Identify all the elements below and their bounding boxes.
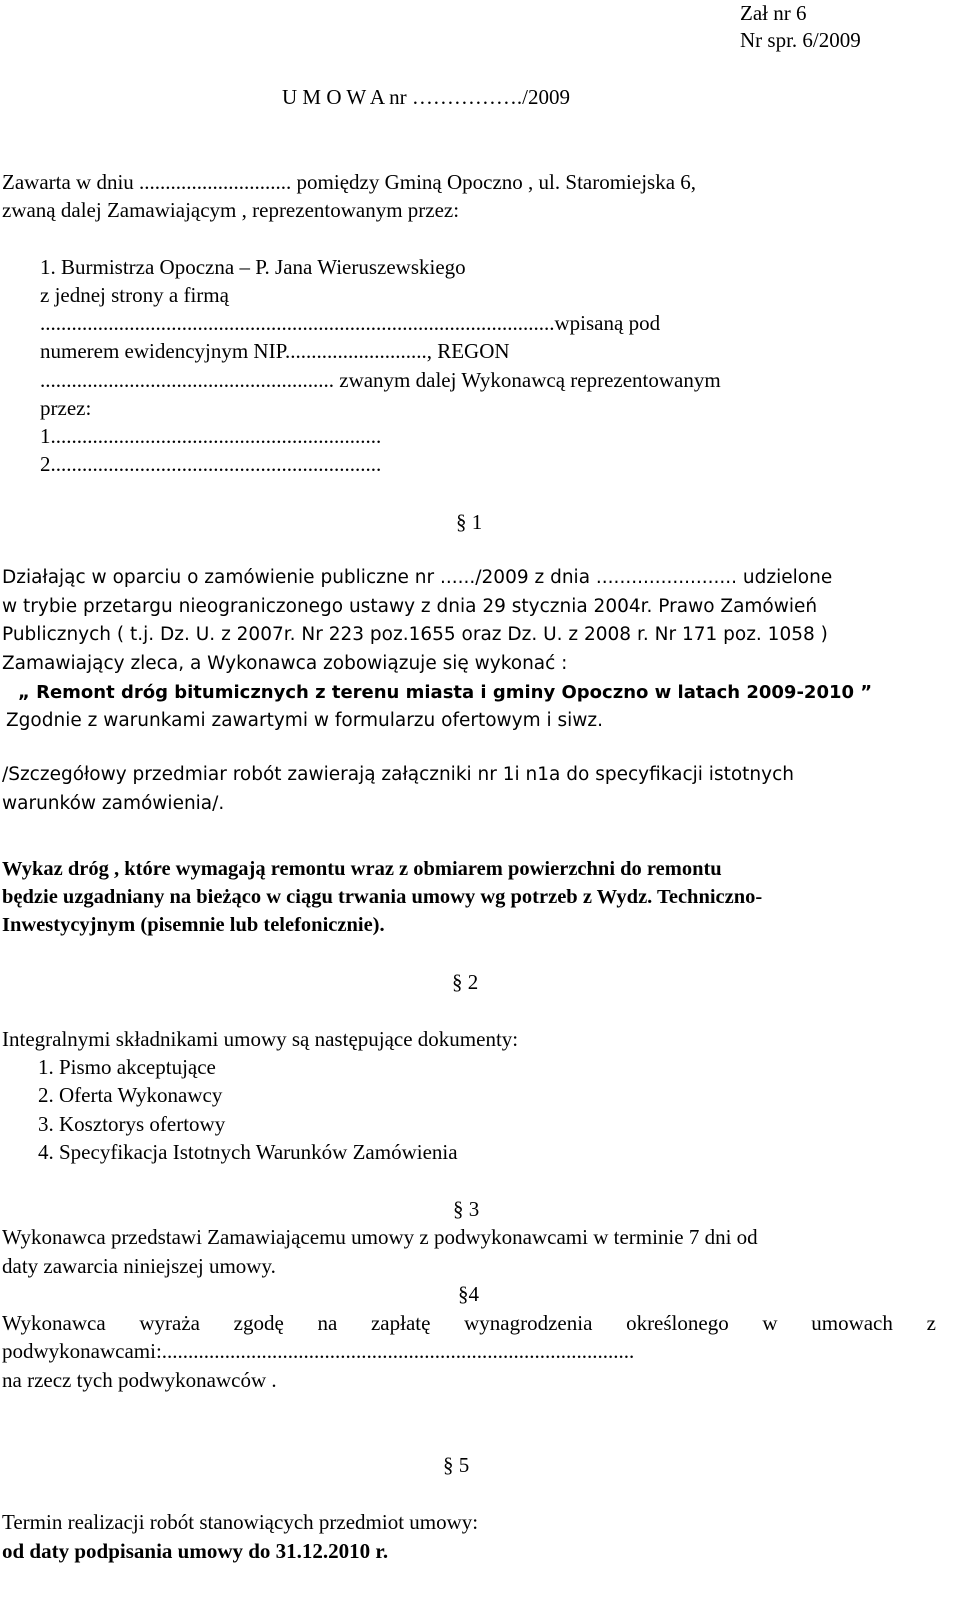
party-line: 2............................................................... (40, 452, 382, 476)
section-2-intro: Integralnymi składnikami umowy są następujące dokumenty: (2, 1027, 519, 1051)
deadline-text: od daty podpisania umowy do 31.12.2010 r. (2, 1539, 389, 1563)
word: umowach (811, 1311, 893, 1335)
section-1-text: Publicznych ( t.j. Dz. U. z 2007r. Nr 223 poz.1655 oraz Dz. U. z 2008 r. Nr 171 poz. 1058 ) (2, 624, 828, 645)
party-line: ........................................................ zwanym dalej Wykonawcą reprezentowanym (40, 368, 721, 392)
section-1-text: w trybie przetargu nieograniczonego ustawy z dnia 29 stycznia 2004r. Prawo Zamówień (2, 596, 818, 617)
section-1-text: /Szczegółowy przedmiar robót zawierają załączniki nr 1i n1a do specyfikacji istotnych (2, 764, 794, 785)
word: zapłatę (370, 1311, 431, 1335)
bold-paragraph: Inwestycyjnym (pisemnie lub telefonicznie). (2, 914, 385, 936)
list-item: 2. Oferta Wykonawcy (38, 1083, 223, 1107)
section-3-text: Wykonawca przedstawi Zamawiającemu umowy z podwykonawcami w terminie 7 dni od (2, 1225, 758, 1249)
word: wynagrodzenia (464, 1311, 593, 1335)
section-1-text: Działając w oparciu o zamówienie publiczne nr ....../2009 z dnia ........................ udzielone (2, 567, 833, 588)
bold-paragraph: Wykaz dróg , które wymagają remontu wraz z obmiarem powierzchni do remontu (2, 858, 722, 880)
section-4-justified-line (2, 1313, 936, 1334)
party-line: 1. Burmistrza Opoczna – P. Jana Wieruszewskiego (40, 255, 466, 279)
word: w (762, 1311, 778, 1335)
intro-line: zwaną dalej Zamawiającym , reprezentowanym przez: (2, 198, 460, 222)
list-item: 4. Specyfikacja Istotnych Warunków Zamówienia (38, 1140, 458, 1164)
section-heading: § 5 (443, 1453, 470, 1477)
section-4-text: na rzecz tych podwykonawców . (2, 1368, 277, 1392)
contract-subject: „ Remont dróg bitumicznych z terenu miasta i gminy Opoczno w latach 2009-2010 ” (18, 682, 873, 703)
section-heading: §4 (458, 1282, 479, 1306)
party-line: z jednej strony a firmą (40, 283, 229, 307)
list-item: 1. Pismo akceptujące (38, 1055, 216, 1079)
case-number: Nr spr. 6/2009 (740, 28, 861, 52)
section-3-text: daty zawarcia niniejszej umowy. (2, 1254, 276, 1278)
section-heading: § 1 (456, 510, 483, 534)
word: określonego (626, 1311, 729, 1335)
section-5-text: Termin realizacji robót stanowiących przedmiot umowy: (2, 1510, 479, 1534)
section-1-text: warunków zamówienia/. (2, 793, 225, 814)
section-4-text: podwykonawcami:.......................................................................................... (2, 1339, 635, 1363)
bold-paragraph: będzie uzgadniany na bieżąco w ciągu trwania umowy wg potrzeb z Wydz. Techniczno- (2, 886, 763, 908)
section-1-text: Zgodnie z warunkami zawartymi w formularzu ofertowym i siwz. (6, 710, 604, 731)
document-title: U M O W A nr ……………./2009 (282, 85, 570, 109)
word: Wykonawca (2, 1311, 106, 1335)
party-line: ..................................................................................................wpisaną pod (40, 311, 661, 335)
word: zgodę (233, 1311, 284, 1335)
party-line: numerem ewidencyjnym NIP..........................., REGON (40, 339, 510, 363)
list-item: 3. Kosztorys ofertowy (38, 1112, 226, 1136)
section-heading: § 2 (452, 970, 479, 994)
word: z (926, 1311, 936, 1335)
attachment-label: Zał nr 6 (740, 1, 807, 25)
intro-line: Zawarta w dniu ............................. pomiędzy Gminą Opoczno , ul. Staromiejska 6, (2, 170, 697, 194)
word: wyraża (139, 1311, 200, 1335)
section-1-text: Zamawiający zleca, a Wykonawca zobowiązuje się wykonać : (2, 653, 568, 674)
word: na (317, 1311, 338, 1335)
party-line: 1............................................................... (40, 424, 382, 448)
party-line: przez: (40, 396, 92, 420)
section-heading: § 3 (453, 1197, 480, 1221)
